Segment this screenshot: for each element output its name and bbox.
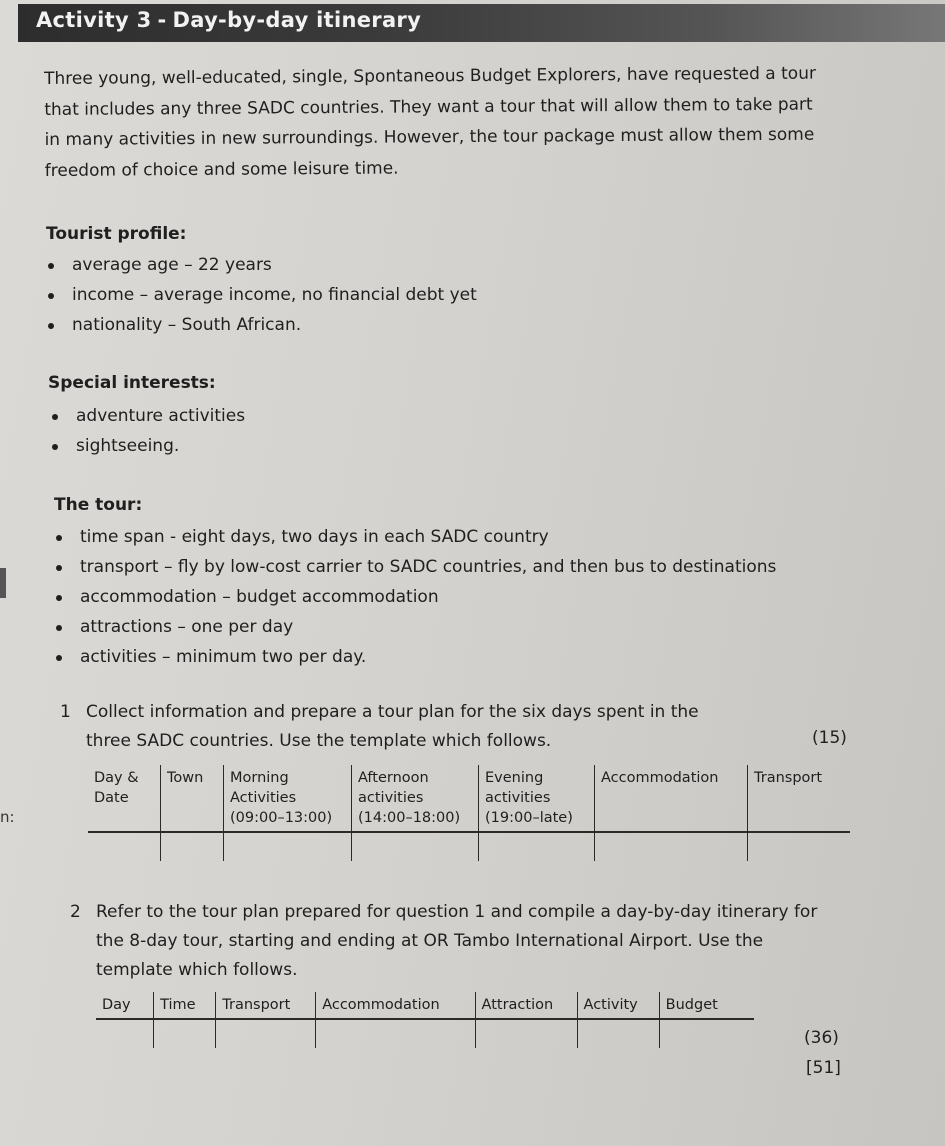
question-number: 2 [70,902,81,922]
list-item: activities – minimum two per day. [54,642,776,672]
table-header-cell: Accommodation [595,765,748,832]
table-header-cell: Attraction [475,992,577,1019]
intro-line: that includes any three SADC countries. They want a tour that will allow them to take part [44,94,813,120]
the-tour-heading: The tour: [54,495,143,515]
question-1 [60,698,820,758]
list-item: transport – fly by low-cost carrier to SADC countries, and then bus to destinations [54,552,776,582]
table-header-cell: Day [96,992,154,1019]
table-cell [595,832,748,861]
table-row [96,1019,754,1048]
list-item: adventure activities [50,401,245,431]
table-cell [154,1019,216,1048]
activity-heading: Day-by-day itinerary [172,8,422,32]
tourist-profile-list [46,250,477,340]
table-cell [352,832,479,861]
table-header-cell: Transport [748,765,851,832]
table-header-cell: Budget [659,992,754,1019]
table-header-row [88,765,850,832]
special-interests-heading: Special interests: [48,373,216,393]
list-item: sightseeing. [50,431,245,461]
table-cell [577,1019,659,1048]
question-text: template which follows. [96,960,298,980]
tourist-profile-heading: Tourist profile: [46,224,187,244]
question-1-marks: (15) [812,728,847,748]
table-header-cell: Morning Activities (09:00–13:00) [224,765,352,832]
table-header-row [96,992,754,1019]
list-item: accommodation – budget accommodation [54,582,776,612]
intro-paragraph [44,58,855,186]
table-cell [479,832,595,861]
tour-plan-template-table [88,765,850,861]
question-text: Collect information and prepare a tour plan for the six days spent in the [86,702,699,722]
question-text: Refer to the tour plan prepared for question 1 and compile a day-by-day itinerary for [96,902,818,922]
special-interests-list [50,401,245,461]
intro-line: freedom of choice and some leisure time. [44,158,399,181]
list-item: attractions – one per day [54,612,776,642]
table-header-cell: Transport [216,992,316,1019]
activity-label: Activity 3 [36,8,152,32]
question-number: 1 [60,702,71,722]
title-separator: - [157,8,167,32]
activity-title [36,8,421,32]
list-item: average age – 22 years [46,250,477,280]
list-item: nationality – South African. [46,310,477,340]
total-marks: [51] [806,1058,841,1078]
table-cell [96,1019,154,1048]
table-header-cell: Afternoon activities (14:00–18:00) [352,765,479,832]
margin-bar [0,568,6,598]
table-cell [475,1019,577,1048]
table-cell [216,1019,316,1048]
question-text: three SADC countries. Use the template which follows. [86,731,552,751]
table-header-cell: Town [161,765,224,832]
list-item: time span - eight days, two days in each SADC country [54,522,776,552]
table-header-cell: Accommodation [316,992,475,1019]
table-cell [748,832,851,861]
table-cell [224,832,352,861]
question-2 [70,898,830,988]
table-header-cell: Activity [577,992,659,1019]
intro-line: in many activities in new surroundings. However, the tour package must allow them some [44,124,815,150]
itinerary-template-table [96,992,754,1048]
question-2-marks: (36) [804,1028,839,1048]
table-row [88,832,850,861]
table-header-cell: Evening activities (19:00–late) [479,765,595,832]
the-tour-list [54,522,776,672]
intro-line: Three young, well-educated, single, Spontaneous Budget Explorers, have requested a tour [44,63,816,89]
table-cell [161,832,224,861]
table-cell [316,1019,475,1048]
table-header-cell: Time [154,992,216,1019]
table-cell [659,1019,754,1048]
margin-note: n: [0,808,15,826]
table-cell [88,832,161,861]
question-text: the 8-day tour, starting and ending at OR Tambo International Airport. Use the [96,931,764,951]
list-item: income – average income, no financial debt yet [46,280,477,310]
table-header-cell: Day & Date [88,765,161,832]
